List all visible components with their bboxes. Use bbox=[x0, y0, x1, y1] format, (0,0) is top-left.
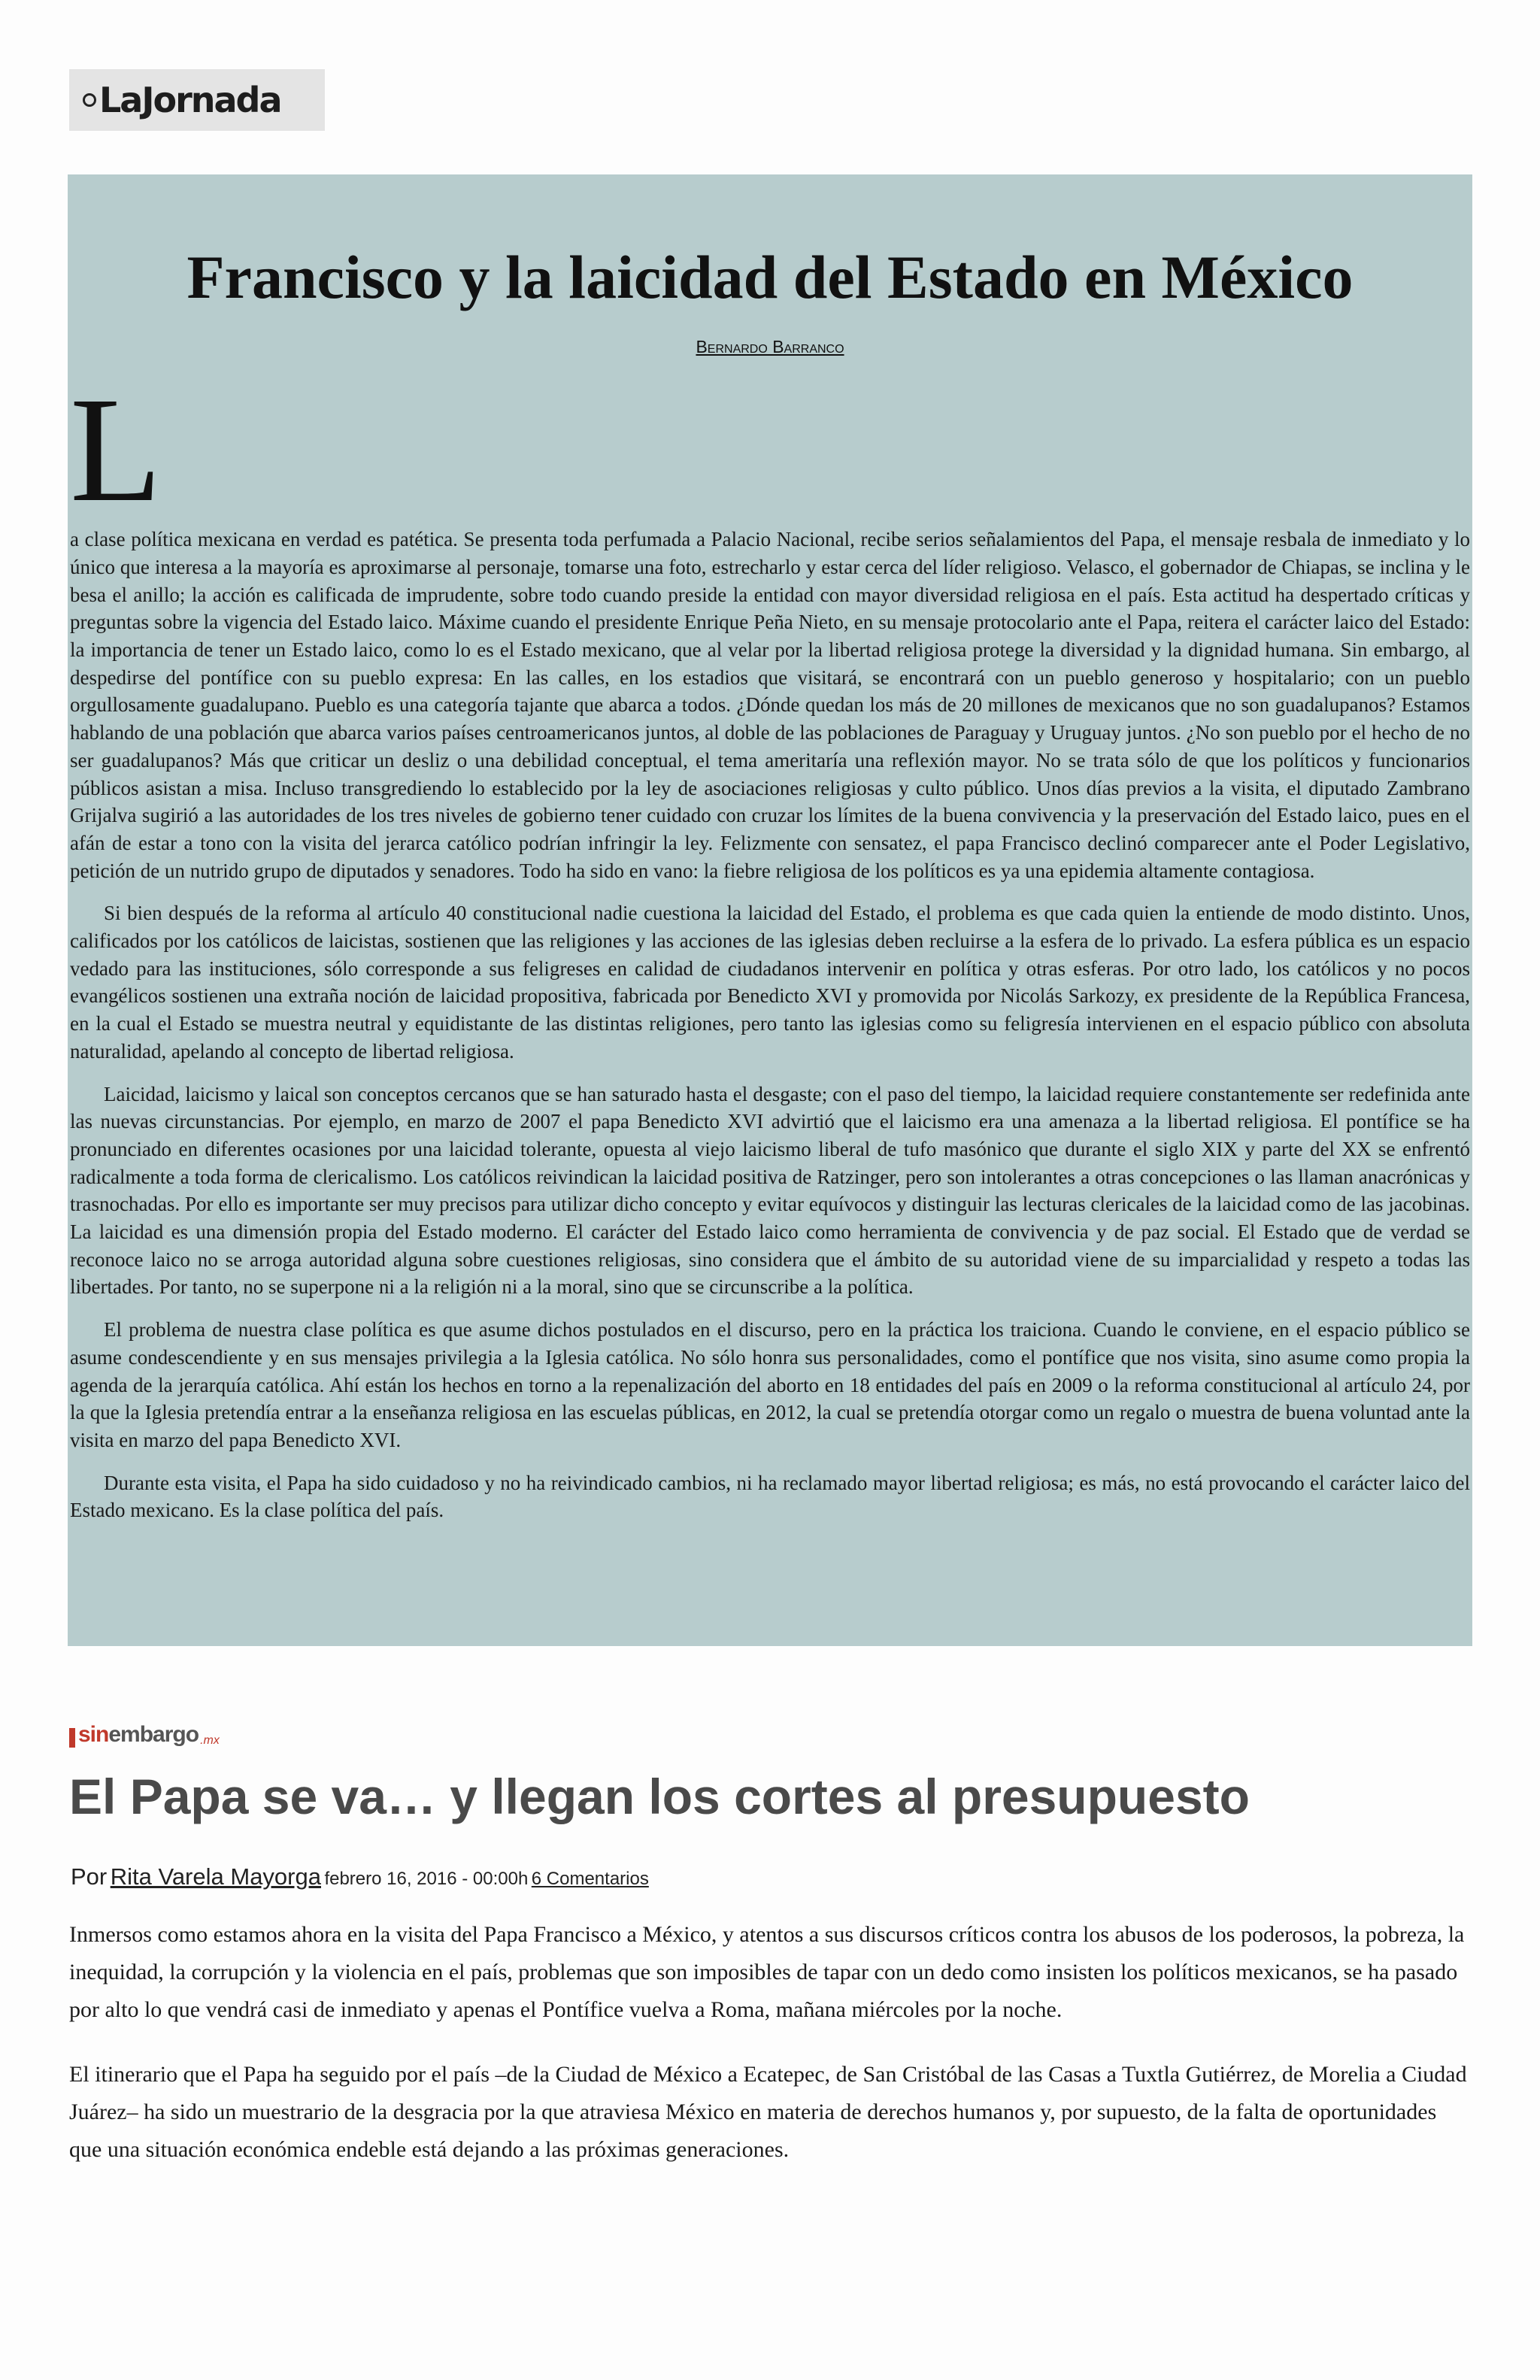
sinembargo-paragraph: Inmersos como estamos ahora en la visita del Papa Francisco a México, y atentos a sus discursos críticos contra los abusos de los poderosos, la pobreza, la inequidad, la corrupción y la violencia en el país, problemas que son imposibles de tapar con un dedo como insisten los políticos mexicanos, se ha pasado por alto lo que vendrá casi de inmediato y apenas el Pontífice vuelva a Roma, mañana miércoles por la noche. bbox=[69, 1922, 1465, 2022]
jornada-paragraph: Durante esta visita, el Papa ha sido cuidadoso y no ha reivindicado cambios, ni ha reclamado mayor libertad religiosa; es más, no está provocando el carácter laico del Estado mexicano. Es la clase política del país. bbox=[70, 1471, 1470, 1522]
jornada-paragraph: Laicidad, laicismo y laical son conceptos cercanos que se han saturado hasta el desgaste; con el paso del tiempo, la laicidad requiere constantemente ser redefinida ante las nuevas circunstancias. Por ejemplo, en marzo de 2007 el papa Benedicto XVI advirtió que el laicismo era una amenaza a la libertad religiosa. El pontífice se ha pronunciado en diferentes ocasiones por una laicidad tolerante, opuesta al viejo laicismo liberal de tufo masónico que durante el siglo XIX y parte del XX se enfrentó radicalmente a toda forma de clericalismo. Los católicos reivindican la laicidad positiva de Ratzinger, pero son intolerantes a otras concepciones o las llaman anacrónicas y trasnochadas. Por ello es importante ser muy precisos para utilizar dicho concepto y evitar equívocos y distinguir las lecturas clericales de la laicidad como de las jacobinas. La laicidad es una dimensión propia del Estado moderno. El carácter del Estado laico como herramienta de convivencia y de paz social. El Estado que de verdad se reconoce laico no se arroga autoridad alguna sobre cuestiones religiosas, sino considera que el ámbito de su autoridad viene de su imparcialidad y respeto a todas las libertades. Por tanto, no se superpone ni a la religión ni a la moral, sino que se circunscribe a la política. bbox=[70, 1082, 1470, 1299]
sinembargo-logo[interactable] bbox=[69, 1721, 220, 1748]
jornada-author-link[interactable] bbox=[70, 337, 1470, 357]
sinembargo-logo-embargo: embargo bbox=[108, 1722, 199, 1747]
sinembargo-paragraph: El itinerario que el Papa ha seguido por el país –de la Ciudad de México a Ecatepec, de San Cristóbal de las Casas a Tuxtla Gutiérrez, de Morelia a Ciudad Juárez– ha sido un muestrario de la desgracia por la que atraviesa México en materia de derechos humanos y, por supuesto, de la falta de oportunidades que una situación económica endeble está dejando a las próximas generaciones. bbox=[69, 2062, 1467, 2162]
jornada-article bbox=[68, 174, 1472, 1646]
byline-por: Por bbox=[71, 1863, 108, 1890]
sinembargo-byline bbox=[71, 1863, 649, 1890]
sinembargo-article-title: El Papa se va… y llegan los cortes al presupuesto bbox=[69, 1769, 1250, 1824]
sinembargo-logo-mx: .mx bbox=[200, 1734, 220, 1747]
jornada-paragraph: Si bien después de la reforma al artículo 40 constitucional nadie cuestiona la laicidad del Estado, el problema es que cada quien la entiende de modo distinto. Unos, calificados por los católicos de laicistas, sostienen que las religiones y las acciones de las iglesias deben recluirse a la esfera de lo privado. La esfera pública es un espacio vedado para las instituciones, sólo corresponde a sus feligreses en calidad de ciudadanos intervenir en política y otras esferas. Por otro lado, los católicos y no pocos evangélicos sostienen una extraña noción de laicidad propositiva, fabricada por Benedicto XVI y promovida por Nicolás Sarkozy, ex presidente de la República Francesa, en la cual el Estado se muestra neutral y equidistante de las distintas religiones, pero tanto las iglesias como su feligresía intervienen en el espacio público con absoluta naturalidad, apelando al concepto de libertad religiosa. bbox=[70, 902, 1470, 1063]
jornada-article-body bbox=[70, 526, 1470, 1524]
jornada-article-title: Francisco y la laicidad del Estado en México bbox=[186, 243, 1354, 311]
drop-cap: L bbox=[70, 367, 162, 534]
logo-circle-icon bbox=[83, 93, 96, 107]
jornada-paragraph: El problema de nuestra clase política es que asume dichos postulados en el discurso, pero en la práctica los traiciona. Cuando le conviene, en el espacio público se asume condescendiente y en sus mensajes privilegia a la Iglesia católica. No sólo honra sus personalidades, como el pontífice que nos visita, sino asume como propia la agenda de la jerarquía católica. Ahí están los hechos en torno a la repenalización del aborto en 18 entidades del país en 2009 o la reforma constitucional al artículo 24, por la que la Iglesia pretendía entrar a la enseñanza religiosa en las escuelas públicas, en 2012, la cual se pretendía otorgar como un regalo o muestra de buena voluntad ante la visita en marzo del papa Benedicto XVI. bbox=[70, 1318, 1470, 1451]
sinembargo-author-link[interactable]: Rita Varela Mayorga bbox=[110, 1863, 321, 1890]
la-jornada-logo-text: LaJornada bbox=[99, 80, 281, 120]
article-date: febrero 16, 2016 - 00:00h bbox=[324, 1869, 529, 1889]
sinembargo-article-body bbox=[69, 1916, 1468, 2196]
sinembargo-logo-sin: sin bbox=[78, 1722, 109, 1747]
jornada-author-name: Bernardo Barranco bbox=[696, 337, 844, 357]
comments-link[interactable]: 6 Comentarios bbox=[531, 1869, 649, 1889]
sinembargo-logo-mark-icon bbox=[69, 1728, 75, 1748]
la-jornada-logo[interactable] bbox=[69, 69, 325, 131]
jornada-paragraph: a clase política mexicana en verdad es patética. Se presenta toda perfumada a Palacio Nacional, recibe serios señalamientos del Papa, el mensaje resbala de inmediato y lo único que interesa a la mayoría es aproximarse al personaje, tomarse una foto, estrecharlo y estar cerca del líder religioso. Velasco, el gobernador de Chiapas, se inclina y le besa el anillo; la acción es calificada de imprudente, sobre todo cuando preside la entidad con mayor diversidad religiosa en el país. Esta actitud ha despertado críticas y preguntas sobre la vigencia del Estado laico. Máxime cuando el presidente Enrique Peña Nieto, en su mensaje protocolario ante el Papa, reitera el carácter laico del Estado: la importancia de tener un Estado laico, como lo es el Estado mexicano, que al velar por la libertad religiosa protege la diversidad y la dignidad humana. Sin embargo, al despedirse del pontífice con su pueblo expresa: En las calles, en los estadios que visitará, se encontrará con un pueblo generoso y hospitalario; con un pueblo orgullosamente guadalupano. Pueblo es una categoría tajante que abarca a todos. ¿Dónde quedan los más de 20 millones de mexicanos que no son guadalupanos? Estamos hablando de una población que abarca varios países centroamericanos juntos, al doble de las poblaciones de Paraguay y Uruguay juntos. ¿No son pueblo por el hecho de no ser guadalupanos? Más que criticar un desliz o una debilidad conceptual, el tema ameritaría una reflexión mayor. No se trata sólo de que los políticos y funcionarios públicos asistan a misa. Incluso transgrediendo lo establecido por la ley de asociaciones religiosas y culto público. Unos días previos a la visita, el diputado Zambrano Grijalva sugirió a las autoridades de los tres niveles de gobierno tener cuidado con cruzar los límites de la buena convivencia y la preservación del Estado laico, pues en el afán de estar a tono con la visita del jerarca católico podrían infringir la ley. Felizmente con sensatez, el papa Francisco declinó comparecer ante el Poder Legislativo, petición de un nutrido grupo de diputados y senadores. Todo ha sido en vano: la fiebre religiosa de los políticos es ya una epidemia altamente contagiosa. bbox=[70, 528, 1470, 882]
